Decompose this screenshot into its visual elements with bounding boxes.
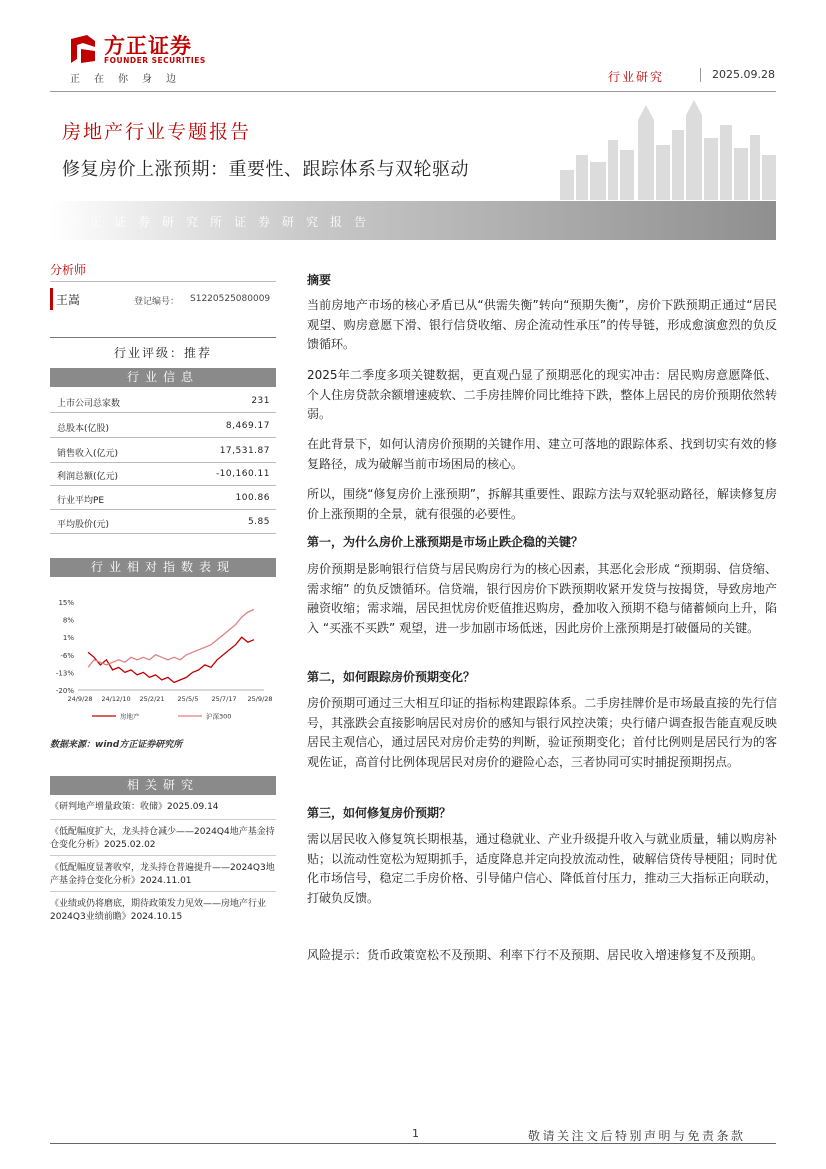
header-date: 2025.09.28 [712, 68, 775, 81]
logo-text-cn: 方正证券 [104, 34, 192, 58]
info-key: 上市公司总家数 [57, 399, 121, 409]
logo-text-en: FOUNDER SECURITIES [104, 56, 206, 65]
related-item[interactable]: 《低配幅度扩大，龙头持仓减少——2024Q4地产基金持仓变化分析》2025.02.02 [50, 827, 275, 850]
chart-x-tick-label: 25/9/28 [247, 695, 273, 703]
footer-disclaimer: 敬请关注文后特别声明与免责条款 [528, 1129, 746, 1143]
chart-y-tick-label: 15% [58, 599, 74, 607]
related-rule [50, 819, 276, 820]
analyst-reg-label: 登记编号： [134, 297, 180, 307]
chart-y-tick-label: -13% [55, 669, 74, 678]
analyst-rule [50, 281, 276, 282]
skyline-illustration-icon [560, 100, 776, 200]
analyst-name: 王嵩 [56, 293, 81, 307]
founder-logo-icon [67, 33, 99, 65]
abstract-paragraph: 当前房地产市场的核心矛盾已从“供需失衡”转向“预期失衡”，房价下跌预期正通过“居民观望、购房意愿下滑、银行信贷收缩、房企流动性承压”的传导链，形成愈演愈烈的负反馈循环。 [307, 298, 777, 351]
abstract-paragraph: 需以居民收入修复筑长期根基，通过稳就业、产业升级提升收入与就业质量，辅以购房补贴；以流动性宽松为短期抓手，适度降息并定向投放流动性，破解信贷传导梗阻；同时优化市场信号，稳定二手房价格、引导储户信心、降低首付压力，推动三大指标正向联动，打破负反馈。 [307, 832, 777, 905]
related-rule [50, 855, 276, 856]
info-value: 5.85 [247, 517, 270, 527]
related-item[interactable]: 《研判地产增量政策：收储》2025.09.14 [50, 802, 219, 812]
info-key: 总股本(亿股) [57, 424, 110, 434]
abstract-paragraph: 在此背景下，如何认清房价预期的关键作用、建立可落地的跟踪体系、找到切实有效的修复路径，成为破解当前市场困局的核心。 [307, 437, 777, 471]
related-rule [50, 891, 276, 892]
institute-banner-text: 方正证券研究所证券研究报告 [66, 215, 379, 229]
chart-series-line [88, 610, 254, 668]
analyst-label: 分析师 [50, 263, 87, 277]
chart-header: 行业相对指数表现 [50, 558, 276, 577]
chart-y-tick-label: -6% [60, 651, 74, 660]
chart-x-tick-label: 25/7/17 [211, 695, 237, 703]
info-key: 平均股价(元) [57, 520, 110, 530]
info-value: 231 [251, 396, 270, 406]
header-separator [700, 68, 701, 82]
chart-x-tick-label: 25/5/5 [177, 695, 199, 703]
report-type: 房地产行业专题报告 [62, 121, 252, 143]
abstract-paragraph: 2025年二季度多项关键数据，更直观凸显了预期恶化的现实冲击：居民购房意愿降低、个人住房贷款余额增速疲软、二手房挂牌价同比维持下跌，整体上居民的房价预期依然转弱。 [307, 368, 777, 421]
info-key: 行业平均PE [57, 496, 105, 506]
chart-x-tick-label: 24/12/10 [101, 695, 131, 703]
info-key: 销售收入(亿元) [57, 449, 119, 459]
info-row [50, 462, 276, 486]
chart-y-tick-label: -20% [55, 687, 74, 695]
abstract-paragraph: 房价预期可通过三大相互印证的指标构建跟踪体系。二手房挂牌价是市场最直接的先行信号，其涨跌会直接影响居民对房价的感知与银行风控决策；央行储户调查报告能直观反映居民主观信心，通过居民对房价走势的判断，验证预期变化；首付比例则是居民行为的客观佐证，高首付比例体现居民对房价的避险心态，三者协同可实时捕捉预期拐点。 [307, 696, 777, 769]
info-key: 利润总额(亿元) [57, 472, 119, 482]
analyst-accent-bar [50, 288, 53, 310]
related-item[interactable]: 《业绩或仍将磨底，期待政策发力见效——房地产行业2024Q3业绩前瞻》2024.10.15 [50, 899, 267, 922]
section-heading: 第三，如何修复房价预期？ [307, 806, 452, 820]
related-header: 相关研究 [50, 776, 276, 795]
header-category: 行业研究 [608, 70, 665, 84]
chart-x-tick-label: 25/2/21 [139, 695, 165, 703]
page-number: 1 [412, 1127, 419, 1140]
info-row [50, 486, 276, 510]
industry-info-header: 行业信息 [50, 368, 276, 387]
info-value: 100.86 [235, 493, 270, 503]
rating-rule [50, 337, 276, 338]
chart-x-tick-label: 24/9/28 [67, 695, 93, 703]
chart-y-tick-label: 8% [62, 616, 74, 625]
chart-legend-label: 沪深300 [206, 712, 232, 721]
chart-series-line [88, 637, 254, 682]
info-value: 17,531.87 [219, 446, 270, 456]
abstract-title: 摘要 [307, 273, 332, 287]
related-item[interactable]: 《低配幅度显著收窄，龙头持仓普遍提升——2024Q3地产基金持仓变化分析》2024.11.01 [50, 863, 275, 886]
relative-index-chart [50, 594, 276, 726]
info-row [50, 439, 276, 463]
abstract-paragraph: 所以，围绕“修复房价上涨预期”，拆解其重要性、跟踪方法与双轮驱动路径，解读修复房价上涨预期的全景，就有很强的必要性。 [307, 487, 777, 521]
report-title: 修复房价上涨预期：重要性、跟踪体系与双轮驱动 [62, 159, 469, 180]
info-row [50, 389, 276, 413]
slogan: 正在你身边 [70, 74, 190, 85]
info-row [50, 414, 276, 438]
chart-y-tick-label: 1% [62, 634, 74, 643]
risk-warning: 风险提示：货币政策宽松不及预期、利率下行不及预期、居民收入增速修复不及预期。 [307, 948, 764, 962]
industry-rating: 行业评级：推荐 [113, 346, 212, 360]
section-heading: 第一，为什么房价上涨预期是市场止跌企稳的关键？ [307, 535, 584, 549]
chart-source: 数据来源：wind方正证券研究所 [50, 740, 183, 750]
abstract-paragraph: 房价预期是影响银行信贷与居民购房行为的核心因素，其恶化会形成 “预期弱、信贷缩、需求缩” 的负反馈循环。信贷端，银行因房价下跌预期收紧开发贷与按揭贷，导致房地产融资收缩；需求端，居民担忧房价贬值推迟购房，叠加收入预期不稳与储蓄倾向上升，陷入 “买涨不买跌” 观望，进一步加剧市场低迷，因此房价上涨预期是打破僵局的关键。 [307, 562, 777, 635]
chart-legend-label: 房地产 [120, 712, 140, 721]
header-rule [50, 91, 776, 92]
section-heading: 第二，如何跟踪房价预期变化？ [307, 670, 476, 684]
footer-rule [50, 1143, 776, 1144]
info-value: -10,160.11 [215, 469, 270, 479]
info-row [50, 510, 276, 534]
analyst-reg-number: S1220525080009 [190, 294, 271, 304]
info-value: 8,469.17 [225, 421, 270, 431]
